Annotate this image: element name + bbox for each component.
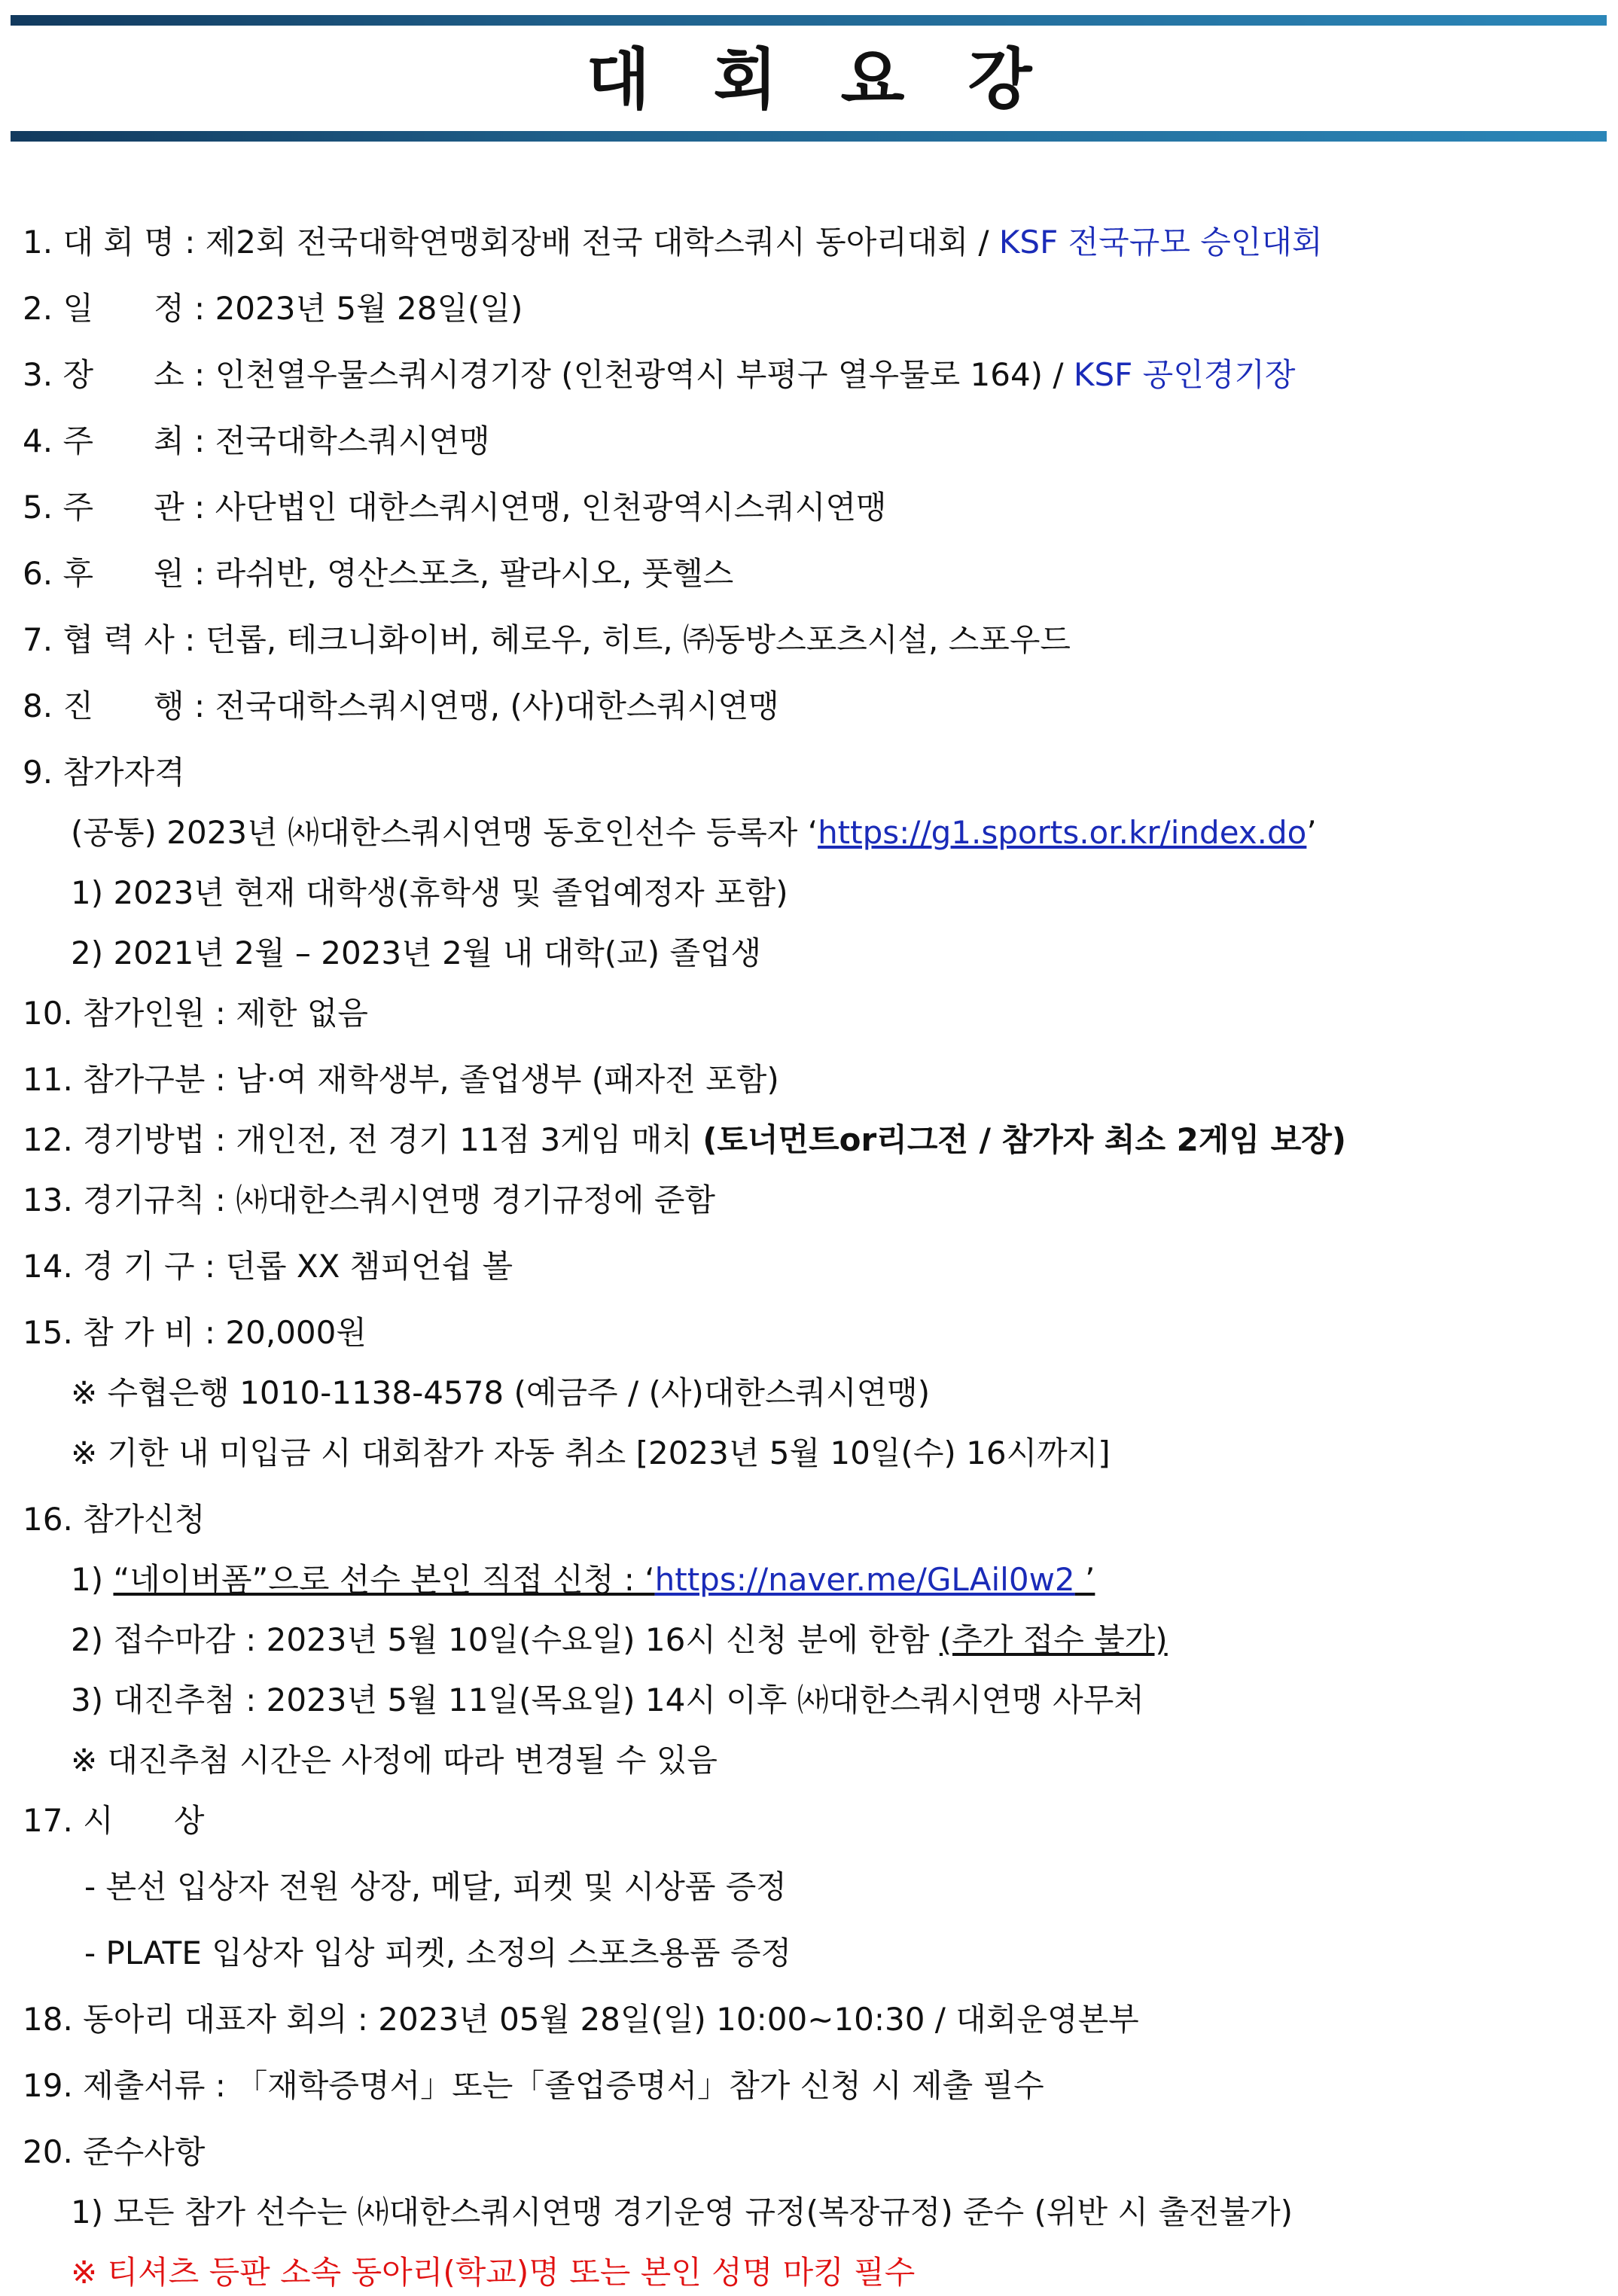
item-highlight: KSF 전국규모 승인대회: [998, 224, 1323, 261]
item-documents: 19. 제출서류 : 「재학증명서」또는「졸업증명서」참가 신청 시 제출 필수: [23, 2067, 1044, 2104]
item-separator: :: [194, 422, 206, 459]
item-label: 주 최: [62, 422, 184, 459]
item-separator: :: [184, 621, 196, 658]
eligibility-common-text: (공통) 2023년 ㈔대한스쿼시연맹 동호인선수 등록자 ‘: [71, 814, 818, 851]
item-number: 8.: [23, 688, 53, 724]
item-operation: [23, 687, 779, 726]
item-label: 후 원: [62, 555, 184, 592]
draw-note: ※ 대진추첨 시간은 사정에 따라 변경될 수 있음: [71, 1742, 718, 1779]
item-separator: :: [194, 688, 206, 724]
item-application: 16. 참가신청: [23, 1501, 206, 1538]
application-method-lead: 1): [71, 1561, 114, 1598]
item-label: 진 행: [62, 688, 184, 724]
item-label: 참가자격: [62, 754, 185, 791]
item-rules: 13. 경기규칙 : ㈔대한스쿼시연맹 경기규정에 준함: [23, 1182, 715, 1218]
item-schedule: [23, 289, 523, 328]
eligibility-graduates: 2) 2021년 2월 – 2023년 2월 내 대학(교) 졸업생: [71, 935, 762, 971]
awards-main: - 본선 입상자 전원 상장, 메달, 피켓 및 시상품 증정: [84, 1868, 787, 1905]
item-separator: :: [194, 555, 206, 592]
quote-close: ’: [1306, 814, 1317, 851]
item-ball: 14. 경 기 구 : 던롭 XX 챔피언쉽 볼: [23, 1248, 513, 1285]
item-value: 던롭, 테크니화이버, 헤로우, 히트, ㈜동방스포츠시설, 스포우드: [205, 621, 1071, 658]
match-method-text: 12. 경기방법 : 개인전, 전 경기 11점 3게임 매치: [23, 1121, 703, 1158]
item-label: 장 소: [62, 356, 184, 393]
item-value: 전국대학스쿼시연맹, (사)대한스쿼시연맹: [215, 688, 779, 724]
item-host: [23, 422, 490, 461]
match-method-note: (토너먼트or리그전 / 참가자 최소 2게임 보장): [702, 1121, 1346, 1158]
item-label: 협 력 사: [62, 621, 175, 658]
application-method: [71, 1560, 1095, 1599]
item-value: 제2회 전국대학연맹회장배 전국 대학스쿼시 동아리대회 /: [205, 224, 989, 261]
compliance-marking-note: ※ 티셔츠 등판 소속 동아리(학교)명 또는 본인 성명 마킹 필수: [71, 2254, 916, 2291]
compliance-dress-code: 1) 모든 참가 선수는 ㈔대한스쿼시연맹 경기운영 규정(복장규정) 준수 (위반 시 출전불가): [71, 2194, 1293, 2230]
quote-close: ’: [1074, 1561, 1095, 1598]
item-entry-fee: 15. 참 가 비 : 20,000원: [23, 1314, 367, 1351]
item-number: 7.: [23, 621, 53, 658]
item-separator: :: [184, 224, 196, 261]
item-partners: [23, 620, 1071, 660]
eligibility-students: 1) 2023년 현재 대학생(휴학생 및 졸업예정자 포함): [71, 874, 788, 911]
item-label: 대 회 명: [62, 224, 175, 261]
item-value: 인천열우물스쿼시경기장 (인천광역시 부평구 열우물로 164) /: [215, 356, 1064, 393]
item-number: 1.: [23, 224, 53, 261]
naver-form-link[interactable]: https://naver.me/GLAil0w2: [654, 1561, 1075, 1598]
title-char: 대: [586, 41, 651, 118]
item-venue: [23, 355, 1296, 395]
item-eligibility: [23, 753, 185, 792]
item-number: 6.: [23, 555, 53, 592]
page-title: [0, 35, 1618, 125]
item-separator: :: [194, 290, 206, 327]
eligibility-common: [71, 813, 1317, 852]
item-number: 3.: [23, 356, 53, 393]
title-char: 요: [840, 41, 905, 118]
item-rep-meeting: 18. 동아리 대표자 회의 : 2023년 05월 28일(일) 10:00~10:30 / 대회운영본부: [23, 2001, 1139, 2038]
draw-schedule: 3) 대진추첨 : 2023년 5월 11일(목요일) 14시 이후 ㈔대한스쿼시연맹 사무처: [71, 1682, 1144, 1718]
header-top-rule: [11, 15, 1607, 26]
item-match-method: [23, 1121, 1346, 1160]
application-deadline-text: 2) 접수마감 : 2023년 5월 10일(수요일) 16시 신청 분에 한함: [71, 1621, 940, 1658]
item-divisions: 11. 참가구분 : 남·여 재학생부, 졸업생부 (패자전 포함): [23, 1061, 779, 1098]
item-number: 4.: [23, 422, 53, 459]
item-value: 2023년 5월 28일(일): [215, 290, 523, 327]
title-char: 강: [967, 41, 1032, 118]
item-label: 일 정: [62, 290, 184, 327]
application-deadline: [71, 1621, 1168, 1660]
item-number: 9.: [23, 754, 53, 791]
item-number: 5.: [23, 489, 53, 526]
item-sponsors: [23, 554, 733, 593]
item-separator: :: [194, 489, 206, 526]
item-separator: :: [194, 356, 206, 393]
item-awards: 17. 시 상: [23, 1802, 205, 1839]
application-method-text: “네이버폼”으로 선수 본인 직접 신청 : ‘: [113, 1561, 655, 1598]
item-value: 사단법인 대한스쿼시연맹, 인천광역시스쿼시연맹: [215, 489, 887, 526]
application-deadline-note: (추가 접수 불가): [939, 1621, 1168, 1658]
fee-bank-note: ※ 수협은행 1010-1138-4578 (예금주 / (사)대한스쿼시연맹): [71, 1374, 931, 1411]
item-participants: 10. 참가인원 : 제한 없음: [23, 995, 368, 1032]
header-bottom-rule: [11, 131, 1607, 142]
registration-link[interactable]: https://g1.sports.or.kr/index.do: [818, 814, 1307, 851]
item-compliance: 20. 준수사항: [23, 2133, 206, 2170]
fee-deadline-note: ※ 기한 내 미입금 시 대회참가 자동 취소 [2023년 5월 10일(수) 16시까지]: [71, 1435, 1111, 1471]
item-event-name: [23, 223, 1323, 262]
item-value: 전국대학스쿼시연맹: [215, 422, 490, 459]
item-value: 라쉬반, 영산스포츠, 팔라시오, 풋헬스: [215, 555, 734, 592]
awards-plate: - PLATE 입상자 입상 피켓, 소정의 스포츠용품 증정: [84, 1935, 792, 1971]
item-highlight: KSF 공인경기장: [1073, 356, 1296, 393]
item-number: 2.: [23, 290, 53, 327]
title-char: 회: [713, 41, 778, 118]
item-organizer: [23, 488, 887, 527]
item-label: 주 관: [62, 489, 184, 526]
